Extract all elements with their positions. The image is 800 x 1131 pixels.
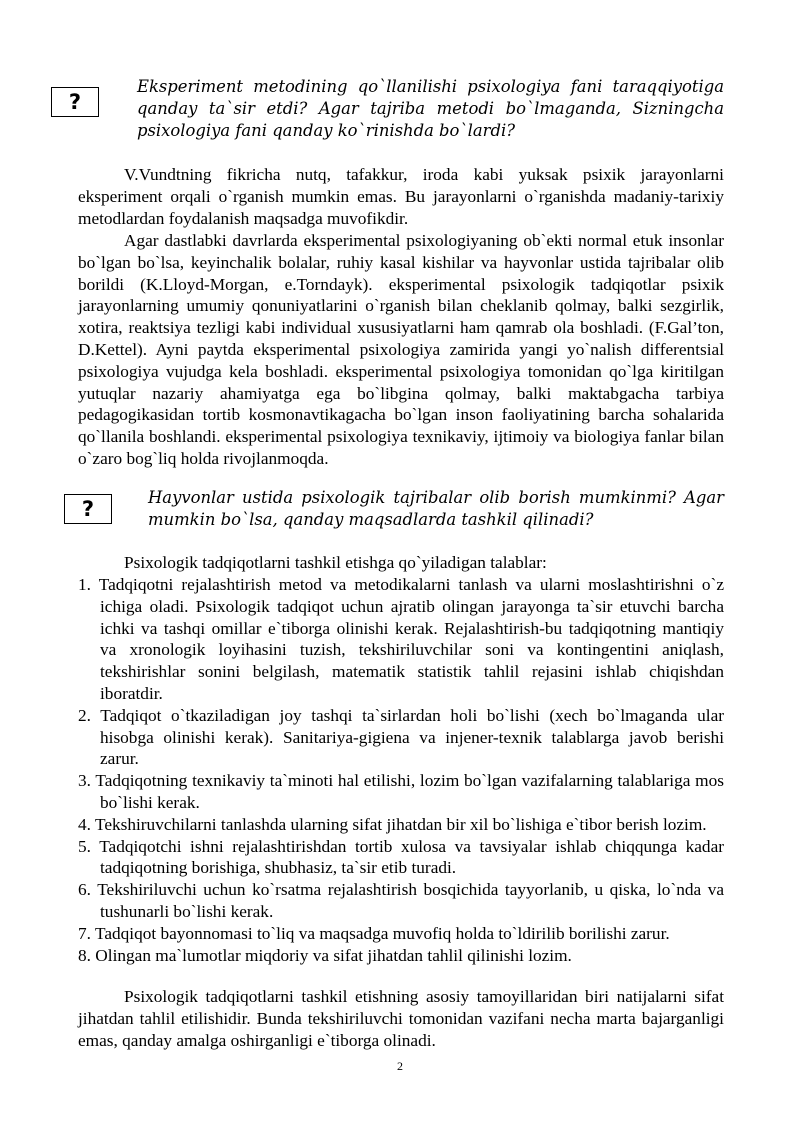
list-item: 6. Tekshiriluvchi uchun ko`rsatma rejalashtirish bosqichida tayyorlanib, u qiska, lo`nda va tushunarli bo`lishi kerak. — [78, 880, 724, 921]
list-item: 4. Tekshiruvchilarni tanlashda ularning sifat jihatdan bir xil bo`lishiga e`tibor berish lozim. — [78, 814, 707, 834]
list-item: 8. Olingan ma`lumotlar miqdoriy va sifat jihatdan tahlil qilinishi lozim. — [78, 945, 572, 965]
paragraph-vundt: V.Vundtning fikricha nutq, tafakkur, iroda kabi yuksak psixik jarayonlarni eksperiment orqali o`rganish mumkin emas. Bu jarayonlarni o`rganishda madaniy-tarixiy metodlardan foydalanish maqsadga muvofikdir. — [78, 165, 724, 228]
paragraph-experimental-psychology: Agar dastlabki davrlarda eksperimental psixologiyaning ob`ekti normal etuk insonlar bo`lgan bo`lsa, keyinchalik bolalar, ruhiy kasal kishilar va hayvonlar ustida tajribalar olib borildi (K.Lloyd-Morgan, e.Torndayk). eksperimental psixologik tadqiqotlar psixik jarayonlarning umumiy qonuniyatlarini o`rganish bilan cheklanib qolmay, balki sezgirlik, xotira, reaktsiya tezligi kabi individual xususiyatlarni ham qamrab ola boshladi. (F.Gal’ton, D.Kettel). Ayni paytda eksperimental psixologiya zamirida yangi yo`nalish differentsial psixologiya vujudga kela boshladi. eksperimental psixologiya tomonidan qo`lga kiritilgan yutuqlar nazariy ahamiyatga ega bo`libgina qolmay, balki maktabgacha tarbiya pedagogikasidan tortib kosmonavtikagacha bo`lgan inson faoliyatining barcha sohalarida qo`llanila boshlandi. eksperimental psixologiya texnikaviy, ijtimoiy va biologiya fanlar bilan o`zaro bog`liq holda rivojlanmoqda. — [78, 231, 724, 468]
requirements-intro: Psixologik tadqiqotlarni tashkil etishga qo`yiladigan talablar: — [124, 553, 547, 572]
question-mark-icon: ? — [64, 494, 112, 524]
list-item: 5. Tadqiqotchi ishni rejalashtirishdan tortib xulosa va tavsiyalar ishlab chiqqunga kadar tadqiqotning borishiga, shubhasiz, ta`sir etib turadi. — [78, 836, 724, 878]
question-mark-icon: ? — [51, 87, 99, 117]
list-item: 1. Tadqiqotni rejalashtirish metod va metodikalarni tanlash va ularni moslashtirishni o`z ichiga oladi. Psixologik tadqiqot uchun ajratib olingan jarayonga ta`sir etuvchi barcha ichki va tashqi omillar e`tiborga olinishi kerak. Rejalashtirish-bu tadqiqotning mantiqiy va xronologik loyihasini tuzish, tekshiriluvchilar soni va kontingentini aniqlash, tekshirishlar sonini belgilash, matematik statistik tahlil rejasini ishlab chiqishdan iboratdir. — [78, 575, 724, 703]
list-item: 2. Tadqiqot o`tkaziladigan joy tashqi ta`sirlardan holi bo`lishi (xech bo`lmaganda ular hisobga olinishi kerak). Sanitariya-gigiena va injener-texnik talablarga javob berishi zarur. — [78, 705, 724, 769]
requirements-list — [78, 574, 724, 966]
question-1-text: Eksperiment metodining qo`llanilishi psixologiya fani taraqqiyotiga qanday ta`sir etdi? Agar tajriba metodi bo`lmaganda, Sizningcha psixologiya fani qanday ko`rinishda bo`lardi? — [137, 77, 724, 140]
question-2-text: Hayvonlar ustida psixologik tajribalar olib borish mumkinmi? Agar mumkin bo`lsa, qanday maqsadlarda tashkil qilinadi? — [148, 488, 724, 529]
list-item: 7. Tadqiqot bayonnomasi to`liq va maqsadga muvofiq holda to`ldirilib borilishi zarur. — [78, 923, 670, 943]
list-item: 3. Tadqiqotning texnikaviy ta`minoti hal etilishi, lozim bo`lgan vazifalarning talablariga mos bo`lishi kerak. — [78, 771, 724, 812]
closing-paragraph: Psixologik tadqiqotlarni tashkil etishning asosiy tamoyillaridan biri natijalarni sifat jihatdan tahlil etilishidir. Bunda tekshiriluvchi tomonidan vazifani necha marta bajarganligi emas, qanday amalga oshirganligi e`tiborga olinadi. — [78, 987, 724, 1050]
page-number: 2 — [397, 1059, 403, 1073]
